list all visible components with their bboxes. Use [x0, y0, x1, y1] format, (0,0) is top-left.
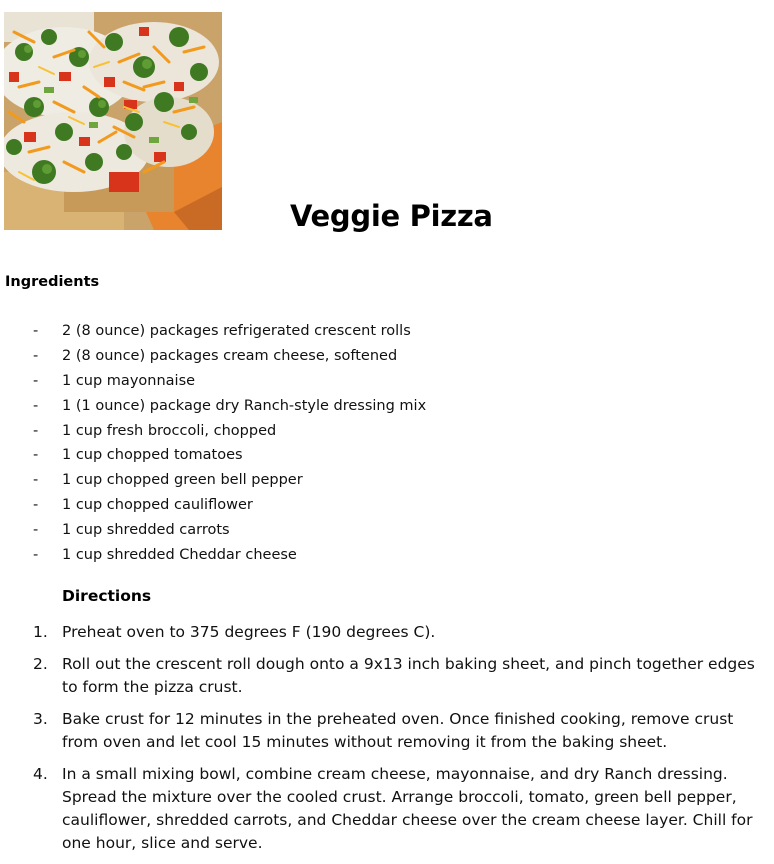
recipe-title: Veggie Pizza: [290, 199, 493, 233]
list-bullet: -: [33, 547, 39, 564]
direction-step: [0, 708, 770, 754]
step-number: 4.: [33, 765, 48, 783]
directions-heading: Directions: [62, 587, 152, 605]
ingredient-text: 1 cup chopped cauliflower: [62, 497, 253, 514]
ingredient-item: [0, 545, 426, 570]
ingredient-text: 1 cup fresh broccoli, chopped: [62, 422, 277, 439]
ingredient-item: [0, 470, 426, 495]
list-bullet: -: [33, 397, 39, 414]
ingredient-item: [0, 396, 426, 421]
list-bullet: -: [33, 447, 39, 464]
ingredient-item: [0, 495, 426, 520]
list-bullet: -: [33, 522, 39, 539]
ingredient-item: [0, 445, 426, 470]
ingredient-item: [0, 346, 426, 371]
list-bullet: -: [33, 422, 39, 439]
direction-step: [0, 763, 770, 855]
step-number: 3.: [33, 710, 48, 728]
list-bullet: -: [33, 347, 39, 364]
step-text: Bake crust for 12 minutes in the preheated oven. Once finished cooking, remove crust from oven and let cool 15 minutes without removing it from the baking sheet.: [62, 710, 734, 751]
ingredient-item: [0, 520, 426, 545]
ingredient-item: [0, 321, 426, 346]
list-bullet: -: [33, 472, 39, 489]
veggie-pizza-image: [4, 12, 222, 230]
ingredient-text: 1 (1 ounce) package dry Ranch-style dressing mix: [62, 397, 427, 414]
list-bullet: -: [33, 372, 39, 389]
ingredient-text: 1 cup shredded Cheddar cheese: [62, 547, 297, 564]
ingredient-text: 1 cup chopped green bell pepper: [62, 472, 303, 489]
ingredient-text: 2 (8 ounce) packages cream cheese, softened: [62, 347, 398, 364]
step-number: 2.: [33, 655, 48, 673]
step-text: In a small mixing bowl, combine cream cheese, mayonnaise, and dry Ranch dressing. Spread the mixture over the cooled crust. Arrange broccoli, tomato, green bell pepper, cauliflower, shredded carrots, and Cheddar cheese over the cream cheese layer. Chill for one hour, slice and serve.: [62, 765, 753, 852]
step-text: Roll out the crescent roll dough onto a 9x13 inch baking sheet, and pinch together edges to form the pizza crust.: [62, 655, 755, 696]
ingredients-heading: Ingredients: [5, 274, 100, 290]
step-text: Preheat oven to 375 degrees F (190 degrees C).: [62, 623, 436, 641]
ingredients-list: [0, 321, 426, 570]
ingredient-text: 1 cup mayonnaise: [62, 372, 196, 389]
directions-list: [0, 621, 770, 864]
list-bullet: -: [33, 323, 39, 339]
list-bullet: -: [33, 497, 39, 514]
ingredient-text: 1 cup chopped tomatoes: [62, 447, 243, 464]
direction-step: [0, 653, 770, 699]
ingredient-text: 2 (8 ounce) packages refrigerated crescent rolls: [62, 323, 411, 339]
step-number: 1.: [33, 623, 48, 641]
recipe-photo: [4, 12, 222, 230]
ingredient-item: [0, 421, 426, 446]
ingredient-text: 1 cup shredded carrots: [62, 522, 230, 539]
direction-step: [0, 621, 770, 644]
ingredient-item: [0, 371, 426, 396]
